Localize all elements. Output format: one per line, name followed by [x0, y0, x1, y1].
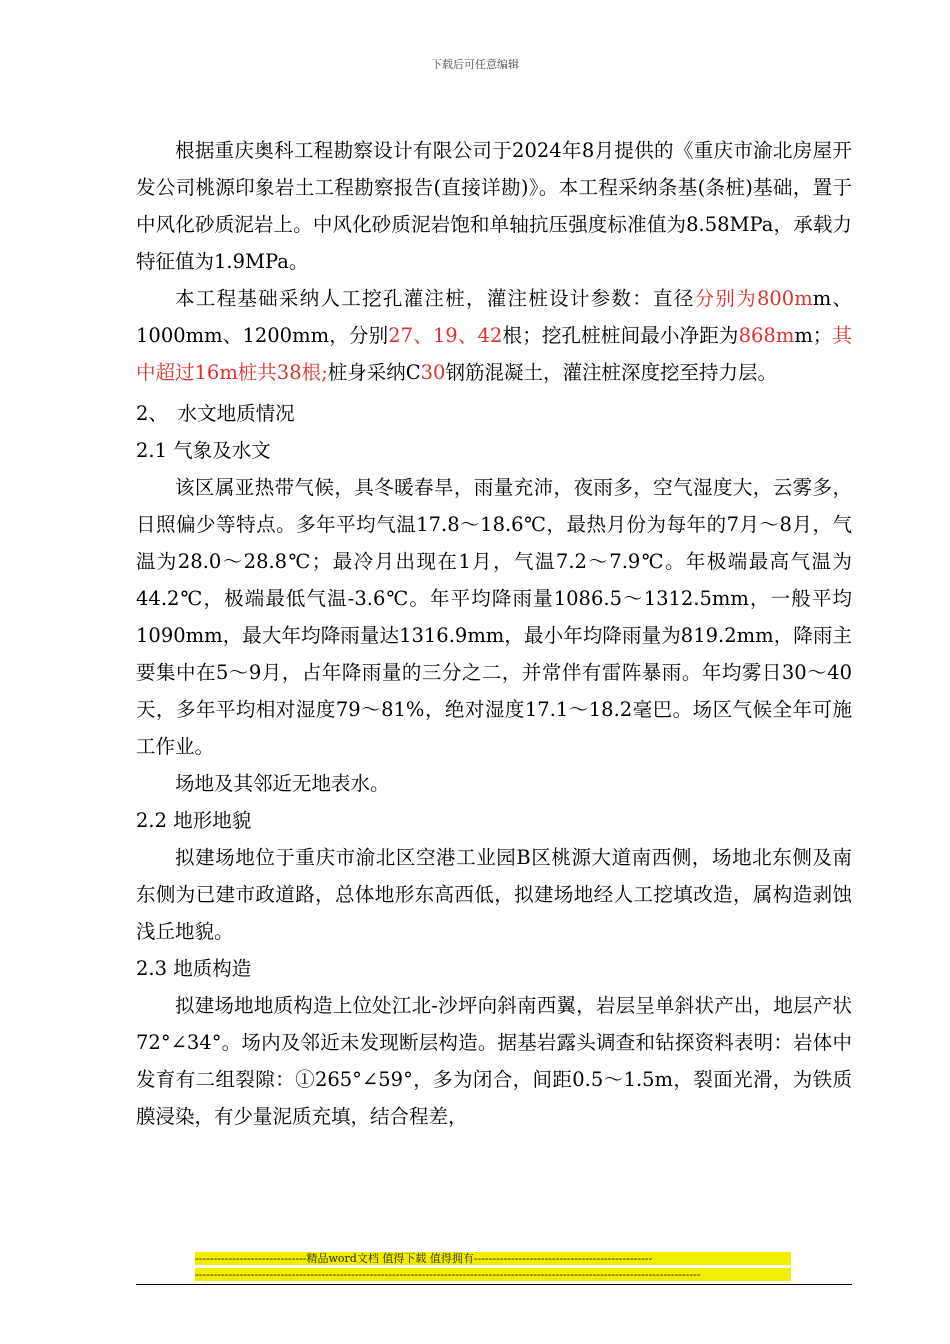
- highlight-span: 30: [420, 361, 446, 384]
- highlight-span: 分别为800m: [694, 287, 813, 310]
- footer-banner-dashes: ----------------------------------------------------------------------------------------------------------------------------------------: [195, 1268, 791, 1281]
- text-span: 根；挖孔桩桩间最小净距为: [502, 324, 739, 347]
- highlight-span: 868m: [738, 324, 795, 347]
- text-span: 钢筋混凝土，灌注桩深度挖至持力层。: [445, 361, 777, 384]
- text-span: 桩身采纳C: [327, 361, 421, 384]
- footer-rule: [136, 1284, 852, 1285]
- paragraph-climate: 该区属亚热带气候，具冬暖春旱，雨量充沛，夜雨多，空气湿度大，云雾多，日照偏少等特点。多年平均气温17.8～18.6℃，最热月份为每年的7月～8月，气温为28.0～28.8℃；最冷月出现在1月，气温7.2～7.9℃。年极端最高气温为44.2℃，极端最低气温-3.6℃。年平均降雨量1086.5～1312.5mm，一般平均1090mm，最大年均降雨量达1316.9mm，最小年均降雨量为819.2mm，降雨主要集中在5～9月，占年降雨量的三分之二，并常伴有雷阵暴雨。年均雾日30～40天，多年平均相对湿度79～81%，绝对湿度17.1～18.2毫巴。场区气候全年可施工作业。: [136, 476, 852, 758]
- text-span: m；: [794, 324, 833, 347]
- paragraph-pile-parameters: [136, 280, 852, 391]
- subsection-heading: 2.2 地形地貌: [136, 809, 252, 832]
- footer-banner: ------------------------------精品word文档 值得下载 值得拥有------------------------------------------------: [195, 1252, 791, 1265]
- text-span: 本工程基础采纳人工挖孔灌注桩，灌注桩设计参数：直径: [175, 287, 695, 310]
- text-span: m、1000mm、1200mm，分别: [136, 287, 852, 347]
- document-body: [136, 132, 852, 1135]
- subsection-heading: 2.3 地质构造: [136, 957, 252, 980]
- highlight-span: 27、19、42: [388, 324, 503, 347]
- section-heading: 2、 水文地质情况: [136, 402, 295, 425]
- subsection-heading: 2.1 气象及水文: [136, 439, 271, 462]
- paragraph-geologic-structure: 拟建场地地质构造上位处江北-沙坪向斜南西翼，岩层呈单斜状产出，地层产状72°∠34°。场内及邻近未发现断层构造。据基岩露头调查和钻探资料表明：岩体中发育有二组裂隙：①265°∠59°，多为闭合，间距0.5～1.5m，裂面光滑，为铁质膜浸染，有少量泥质充填，结合程差，: [136, 994, 852, 1128]
- paragraph-foundation: 根据重庆奥科工程勘察设计有限公司于2024年8月提供的《重庆市渝北房屋开发公司桃源印象岩土工程勘察报告(直接详勘)》。本工程采纳条基(条桩)基础，置于中风化砂质泥岩上。中风化砂质泥岩饱和单轴抗压强度标准值为8.58MPa，承载力特征值为1.9MPa。: [136, 139, 852, 273]
- paragraph-terrain: 拟建场地位于重庆市渝北区空港工业园B区桃源大道南西侧，场地北东侧及南东侧为已建市政道路，总体地形东高西低，拟建场地经人工挖填改造，属构造剥蚀浅丘地貌。: [136, 846, 852, 943]
- page-header: 下载后可任意编辑: [431, 58, 519, 71]
- highlight-span: 其中超过16m桩共38根;: [136, 324, 852, 384]
- paragraph-surface-water: 场地及其邻近无地表水。: [175, 772, 390, 795]
